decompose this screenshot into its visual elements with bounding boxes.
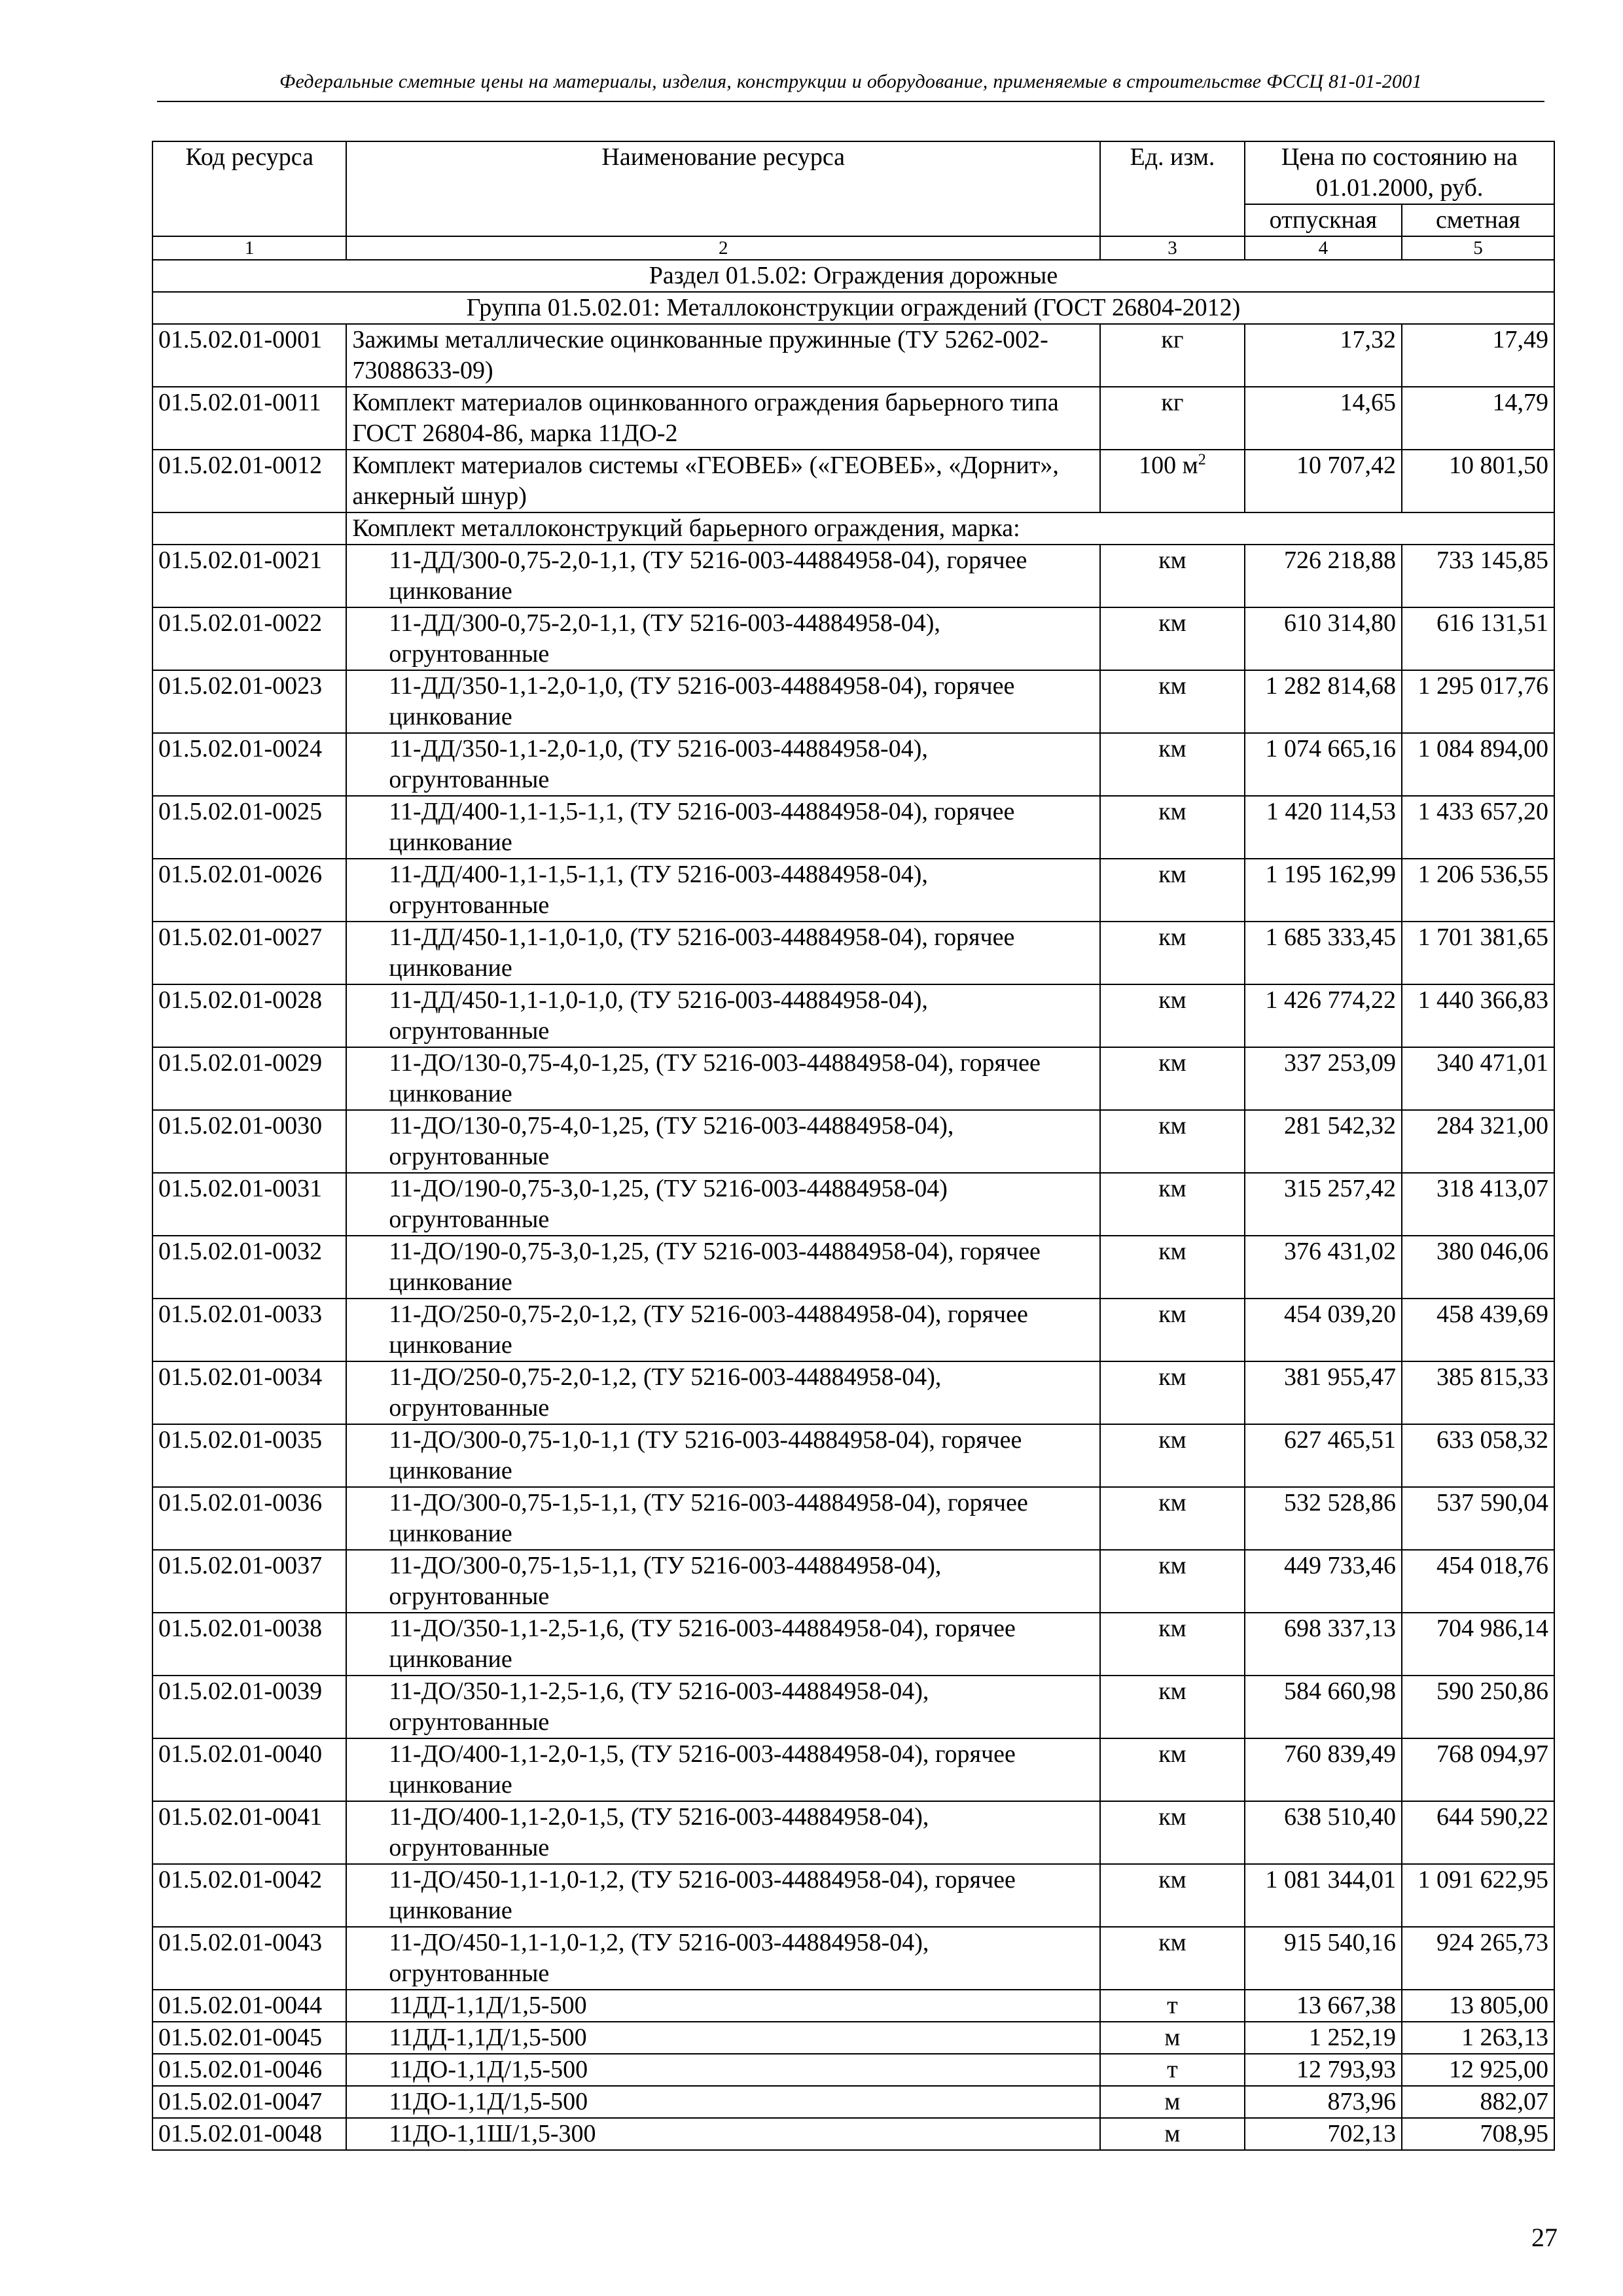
resource-name-text: 11-ДО/130-0,75-4,0-1,25, (ТУ 5216-003-44884958-04), огрунтованные xyxy=(389,1112,954,1170)
resource-name-text: 11-ДО/130-0,75-4,0-1,25, (ТУ 5216-003-44884958-04), горячее цинкование xyxy=(389,1049,1041,1107)
unit-of-measure: км xyxy=(1100,1424,1245,1487)
unit-of-measure: км xyxy=(1100,1613,1245,1676)
resource-name-text: 11-ДД/350-1,1-2,0-1,0, (ТУ 5216-003-44884958-04), горячее цинкование xyxy=(389,672,1015,730)
resource-name xyxy=(346,1424,1100,1487)
table-row xyxy=(152,2022,1554,2054)
unit-of-measure: км xyxy=(1100,1801,1245,1864)
price-estimate: 1 263,13 xyxy=(1402,2022,1554,2054)
resource-name xyxy=(346,1864,1100,1927)
resource-name xyxy=(346,984,1100,1047)
resource-name xyxy=(346,324,1100,387)
unit-of-measure: км xyxy=(1100,1110,1245,1173)
resource-name-text: 11ДД-1,1Д/1,5-500 xyxy=(389,1992,587,2019)
unit-superscript: 2 xyxy=(1198,451,1206,469)
price-release: 10 707,42 xyxy=(1245,450,1402,512)
price-estimate: 385 815,33 xyxy=(1402,1361,1554,1424)
unit-of-measure: км xyxy=(1100,796,1245,859)
resource-code: 01.5.02.01-0029 xyxy=(152,1047,346,1110)
resource-name xyxy=(346,1236,1100,1299)
unit-of-measure: км xyxy=(1100,1047,1245,1110)
resource-name-text: 11-ДД/450-1,1-1,0-1,0, (ТУ 5216-003-44884958-04), огрунтованные xyxy=(389,986,928,1045)
resource-name xyxy=(346,1047,1100,1110)
price-estimate: 12 925,00 xyxy=(1402,2054,1554,2086)
resource-name xyxy=(346,1173,1100,1236)
table-row xyxy=(152,1236,1554,1299)
resource-code: 01.5.02.01-0037 xyxy=(152,1550,346,1613)
header-row xyxy=(152,141,1554,204)
price-estimate: 1 206 536,55 xyxy=(1402,859,1554,922)
table-row xyxy=(152,859,1554,922)
price-estimate: 318 413,07 xyxy=(1402,1173,1554,1236)
price-estimate: 14,79 xyxy=(1402,387,1554,450)
unit-of-measure: км xyxy=(1100,1236,1245,1299)
resource-name xyxy=(346,1110,1100,1173)
resource-code: 01.5.02.01-0011 xyxy=(152,387,346,450)
price-release: 1 195 162,99 xyxy=(1245,859,1402,922)
column-number: 5 xyxy=(1402,236,1554,260)
price-release: 915 540,16 xyxy=(1245,1927,1402,1990)
price-release: 702,13 xyxy=(1245,2118,1402,2150)
resource-name xyxy=(346,607,1100,670)
price-release: 376 431,02 xyxy=(1245,1236,1402,1299)
price-estimate: 340 471,01 xyxy=(1402,1047,1554,1110)
unit-of-measure: км xyxy=(1100,1738,1245,1801)
table-row xyxy=(152,1550,1554,1613)
column-number: 1 xyxy=(152,236,346,260)
price-estimate: 537 590,04 xyxy=(1402,1487,1554,1550)
resource-name-text: 11-ДД/350-1,1-2,0-1,0, (ТУ 5216-003-44884958-04), огрунтованные xyxy=(389,735,928,793)
price-release: 760 839,49 xyxy=(1245,1738,1402,1801)
price-release: 1 074 665,16 xyxy=(1245,733,1402,796)
resource-name-text: 11-ДД/400-1,1-1,5-1,1, (ТУ 5216-003-44884958-04), горячее цинкование xyxy=(389,798,1015,856)
unit-of-measure: км xyxy=(1100,922,1245,984)
price-release: 13 667,38 xyxy=(1245,1990,1402,2022)
table-row xyxy=(152,1299,1554,1361)
unit-of-measure xyxy=(1100,450,1245,512)
resource-code: 01.5.02.01-0001 xyxy=(152,324,346,387)
resource-code: 01.5.02.01-0039 xyxy=(152,1676,346,1738)
resource-code: 01.5.02.01-0034 xyxy=(152,1361,346,1424)
table-row xyxy=(152,1738,1554,1801)
column-number: 3 xyxy=(1100,236,1245,260)
resource-name-text: 11-ДД/300-0,75-2,0-1,1, (ТУ 5216-003-44884958-04), огрунтованные xyxy=(389,609,940,668)
resource-name-text: 11ДД-1,1Д/1,5-500 xyxy=(389,2024,587,2051)
price-release: 315 257,42 xyxy=(1245,1173,1402,1236)
running-header: Федеральные сметные цены на материалы, изделия, конструкции и оборудование, применяемые в строительстве ФССЦ 81-01-2001 xyxy=(157,71,1544,102)
price-release: 698 337,13 xyxy=(1245,1613,1402,1676)
price-estimate: 1 084 894,00 xyxy=(1402,733,1554,796)
unit-of-measure: км xyxy=(1100,859,1245,922)
resource-name xyxy=(346,1613,1100,1676)
resource-code: 01.5.02.01-0046 xyxy=(152,2054,346,2086)
subheader-text: Комплект металлоконструкций барьерного ограждения, марка: xyxy=(346,512,1554,545)
resource-name-text: 11-ДО/300-0,75-1,0-1,1 (ТУ 5216-003-44884958-04), горячее цинкование xyxy=(389,1426,1022,1484)
resource-name-text: 11-ДО/350-1,1-2,5-1,6, (ТУ 5216-003-44884958-04), огрунтованные xyxy=(389,1677,929,1736)
unit-of-measure: т xyxy=(1100,1990,1245,2022)
resource-code: 01.5.02.01-0031 xyxy=(152,1173,346,1236)
table-row xyxy=(152,1487,1554,1550)
price-release: 873,96 xyxy=(1245,2086,1402,2118)
resource-name-text: 11-ДО/400-1,1-2,0-1,5, (ТУ 5216-003-44884958-04), огрунтованные xyxy=(389,1803,929,1861)
price-estimate: 10 801,50 xyxy=(1402,450,1554,512)
unit-of-measure: км xyxy=(1100,984,1245,1047)
table-row xyxy=(152,545,1554,607)
resource-code: 01.5.02.01-0036 xyxy=(152,1487,346,1550)
price-release: 726 218,88 xyxy=(1245,545,1402,607)
resource-name-text: 11-ДО/450-1,1-1,0-1,2, (ТУ 5216-003-44884958-04), огрунтованные xyxy=(389,1929,929,1987)
table-row xyxy=(152,1927,1554,1990)
resource-name xyxy=(346,1801,1100,1864)
resource-name-text: 11ДО-1,1Ш/1,5-300 xyxy=(389,2120,596,2147)
unit-of-measure: км xyxy=(1100,1864,1245,1927)
table-row xyxy=(152,2086,1554,2118)
resource-name xyxy=(346,670,1100,733)
resource-code: 01.5.02.01-0024 xyxy=(152,733,346,796)
price-release: 12 793,93 xyxy=(1245,2054,1402,2086)
resource-code: 01.5.02.01-0041 xyxy=(152,1801,346,1864)
unit-of-measure: м xyxy=(1100,2086,1245,2118)
price-release: 532 528,86 xyxy=(1245,1487,1402,1550)
resource-name xyxy=(346,859,1100,922)
resource-code: 01.5.02.01-0027 xyxy=(152,922,346,984)
price-release: 610 314,80 xyxy=(1245,607,1402,670)
price-release: 454 039,20 xyxy=(1245,1299,1402,1361)
resource-name-text: 11-ДД/400-1,1-1,5-1,1, (ТУ 5216-003-44884958-04), огрунтованные xyxy=(389,861,928,919)
resource-code: 01.5.02.01-0035 xyxy=(152,1424,346,1487)
resource-name-text: 11-ДО/350-1,1-2,5-1,6, (ТУ 5216-003-44884958-04), горячее цинкование xyxy=(389,1615,1016,1673)
price-estimate: 882,07 xyxy=(1402,2086,1554,2118)
resource-name xyxy=(346,2022,1100,2054)
table-row xyxy=(152,387,1554,450)
group-title: Группа 01.5.02.01: Металлоконструкции ограждений (ГОСТ 26804-2012) xyxy=(152,292,1554,324)
table-row xyxy=(152,1047,1554,1110)
price-estimate: 1 440 366,83 xyxy=(1402,984,1554,1047)
price-estimate: 454 018,76 xyxy=(1402,1550,1554,1613)
price-release: 337 253,09 xyxy=(1245,1047,1402,1110)
column-header-price-group: Цена по состоянию на 01.01.2000, руб. xyxy=(1245,141,1554,204)
unit-of-measure: км xyxy=(1100,607,1245,670)
price-release: 1 252,19 xyxy=(1245,2022,1402,2054)
unit-of-measure: км xyxy=(1100,1173,1245,1236)
price-estimate: 284 321,00 xyxy=(1402,1110,1554,1173)
price-release: 1 282 814,68 xyxy=(1245,670,1402,733)
table-row xyxy=(152,1173,1554,1236)
resource-name xyxy=(346,1990,1100,2022)
price-estimate: 590 250,86 xyxy=(1402,1676,1554,1738)
unit-of-measure: км xyxy=(1100,1550,1245,1613)
subheader-row xyxy=(152,512,1554,545)
price-estimate: 708,95 xyxy=(1402,2118,1554,2150)
price-release: 14,65 xyxy=(1245,387,1402,450)
resource-name xyxy=(346,387,1100,450)
resource-name xyxy=(346,733,1100,796)
table-row xyxy=(152,1424,1554,1487)
price-table xyxy=(152,141,1555,2151)
price-release: 638 510,40 xyxy=(1245,1801,1402,1864)
resource-code: 01.5.02.01-0033 xyxy=(152,1299,346,1361)
resource-name xyxy=(346,1550,1100,1613)
resource-code: 01.5.02.01-0032 xyxy=(152,1236,346,1299)
column-number: 4 xyxy=(1245,236,1402,260)
empty-cell xyxy=(152,512,346,545)
unit-of-measure: км xyxy=(1100,1361,1245,1424)
resource-code: 01.5.02.01-0022 xyxy=(152,607,346,670)
resource-name xyxy=(346,796,1100,859)
table-row xyxy=(152,324,1554,387)
column-header-release: отпускная xyxy=(1245,204,1402,236)
resource-code: 01.5.02.01-0025 xyxy=(152,796,346,859)
column-header-code: Код ресурса xyxy=(152,141,346,236)
price-estimate: 380 046,06 xyxy=(1402,1236,1554,1299)
section-row xyxy=(152,260,1554,292)
price-estimate: 644 590,22 xyxy=(1402,1801,1554,1864)
resource-name-text: 11-ДО/300-0,75-1,5-1,1, (ТУ 5216-003-44884958-04), горячее цинкование xyxy=(389,1489,1028,1547)
resource-code: 01.5.02.01-0045 xyxy=(152,2022,346,2054)
unit-of-measure: км xyxy=(1100,733,1245,796)
resource-code: 01.5.02.01-0043 xyxy=(152,1927,346,1990)
resource-code: 01.5.02.01-0042 xyxy=(152,1864,346,1927)
unit-of-measure: км xyxy=(1100,1487,1245,1550)
price-estimate: 616 131,51 xyxy=(1402,607,1554,670)
table-row xyxy=(152,607,1554,670)
page-number: 27 xyxy=(1531,2223,1558,2252)
resource-code: 01.5.02.01-0023 xyxy=(152,670,346,733)
table-row xyxy=(152,1676,1554,1738)
price-estimate: 768 094,97 xyxy=(1402,1738,1554,1801)
column-numbers-row xyxy=(152,236,1554,260)
resource-name-text: 11-ДО/190-0,75-3,0-1,25, (ТУ 5216-003-44884958-04), горячее цинкование xyxy=(389,1238,1041,1296)
column-header-estimate: сметная xyxy=(1402,204,1554,236)
unit-of-measure: км xyxy=(1100,670,1245,733)
price-release: 1 081 344,01 xyxy=(1245,1864,1402,1927)
resource-name xyxy=(346,2086,1100,2118)
unit-of-measure: м xyxy=(1100,2118,1245,2150)
unit-of-measure: км xyxy=(1100,545,1245,607)
resource-code: 01.5.02.01-0021 xyxy=(152,545,346,607)
resource-name-text: 11-ДО/250-0,75-2,0-1,2, (ТУ 5216-003-44884958-04), огрунтованные xyxy=(389,1363,942,1422)
price-release: 381 955,47 xyxy=(1245,1361,1402,1424)
resource-name-text: 11-ДД/300-0,75-2,0-1,1, (ТУ 5216-003-44884958-04), горячее цинкование xyxy=(389,547,1027,605)
price-release: 1 420 114,53 xyxy=(1245,796,1402,859)
table-row xyxy=(152,2118,1554,2150)
table-row xyxy=(152,796,1554,859)
price-estimate: 1 701 381,65 xyxy=(1402,922,1554,984)
price-estimate: 458 439,69 xyxy=(1402,1299,1554,1361)
price-estimate: 733 145,85 xyxy=(1402,545,1554,607)
unit-of-measure: кг xyxy=(1100,324,1245,387)
price-release: 627 465,51 xyxy=(1245,1424,1402,1487)
resource-code: 01.5.02.01-0047 xyxy=(152,2086,346,2118)
price-estimate: 13 805,00 xyxy=(1402,1990,1554,2022)
table-row xyxy=(152,1110,1554,1173)
price-estimate: 924 265,73 xyxy=(1402,1927,1554,1990)
resource-name xyxy=(346,1676,1100,1738)
group-row xyxy=(152,292,1554,324)
resource-name-text: 11-ДО/400-1,1-2,0-1,5, (ТУ 5216-003-44884958-04), горячее цинкование xyxy=(389,1740,1016,1799)
resource-name xyxy=(346,1738,1100,1801)
resource-name xyxy=(346,2054,1100,2086)
resource-code: 01.5.02.01-0038 xyxy=(152,1613,346,1676)
resource-name xyxy=(346,545,1100,607)
table-row xyxy=(152,984,1554,1047)
column-number: 2 xyxy=(346,236,1100,260)
resource-name: Комплект материалов системы «ГЕОВЕБ» («ГЕОВЕБ», «Дорнит», анкерный шнур) xyxy=(346,450,1100,512)
resource-name xyxy=(346,922,1100,984)
resource-name-text: 11-ДД/450-1,1-1,0-1,0, (ТУ 5216-003-44884958-04), горячее цинкование xyxy=(389,924,1015,982)
resource-code: 01.5.02.01-0026 xyxy=(152,859,346,922)
resource-name xyxy=(346,1299,1100,1361)
resource-name-text: 11ДО-1,1Д/1,5-500 xyxy=(389,2088,588,2115)
price-release: 1 426 774,22 xyxy=(1245,984,1402,1047)
resource-code: 01.5.02.01-0048 xyxy=(152,2118,346,2150)
resource-code: 01.5.02.01-0030 xyxy=(152,1110,346,1173)
price-estimate: 17,49 xyxy=(1402,324,1554,387)
unit-of-measure: м xyxy=(1100,2022,1245,2054)
price-estimate: 1 295 017,76 xyxy=(1402,670,1554,733)
resource-name-text: 11ДО-1,1Д/1,5-500 xyxy=(389,2056,588,2083)
unit-of-measure: км xyxy=(1100,1299,1245,1361)
unit-of-measure: кг xyxy=(1100,387,1245,450)
table-row xyxy=(152,1613,1554,1676)
column-header-unit: Ед. изм. xyxy=(1100,141,1245,236)
unit-of-measure: км xyxy=(1100,1676,1245,1738)
table-row xyxy=(152,733,1554,796)
price-release: 281 542,32 xyxy=(1245,1110,1402,1173)
resource-name-text: 11-ДО/450-1,1-1,0-1,2, (ТУ 5216-003-44884958-04), горячее цинкование xyxy=(389,1866,1016,1924)
price-estimate: 704 986,14 xyxy=(1402,1613,1554,1676)
resource-code: 01.5.02.01-0040 xyxy=(152,1738,346,1801)
resource-name-text: 11-ДО/300-0,75-1,5-1,1, (ТУ 5216-003-44884958-04), огрунтованные xyxy=(389,1552,942,1610)
price-release: 584 660,98 xyxy=(1245,1676,1402,1738)
unit-of-measure: т xyxy=(1100,2054,1245,2086)
table-row xyxy=(152,1990,1554,2022)
price-release: 449 733,46 xyxy=(1245,1550,1402,1613)
unit-text: 100 м xyxy=(1139,452,1198,479)
table-row xyxy=(152,450,1554,512)
resource-name-text: Комплект материалов оцинкованного ограждения барьерного типа ГОСТ 26804-86, марка 11ДО-2 xyxy=(352,389,1059,447)
price-release: 1 685 333,45 xyxy=(1245,922,1402,984)
table-row xyxy=(152,1801,1554,1864)
table-row xyxy=(152,922,1554,984)
section-title: Раздел 01.5.02: Ограждения дорожные xyxy=(152,260,1554,292)
unit-of-measure: км xyxy=(1100,1927,1245,1990)
table-row xyxy=(152,1864,1554,1927)
price-estimate: 1 433 657,20 xyxy=(1402,796,1554,859)
resource-code: 01.5.02.01-0028 xyxy=(152,984,346,1047)
resource-code: 01.5.02.01-0012 xyxy=(152,450,346,512)
resource-name-text: 11-ДО/190-0,75-3,0-1,25, (ТУ 5216-003-44884958-04) огрунтованные xyxy=(389,1175,948,1233)
table-row xyxy=(152,670,1554,733)
price-release: 17,32 xyxy=(1245,324,1402,387)
resource-name-text: Зажимы металлические оцинкованные пружинные (ТУ 5262-002- 73088633-09) xyxy=(352,326,1048,384)
column-header-name: Наименование ресурса xyxy=(346,141,1100,236)
resource-name-text: 11-ДО/250-0,75-2,0-1,2, (ТУ 5216-003-44884958-04), горячее цинкование xyxy=(389,1300,1028,1359)
resource-name xyxy=(346,1361,1100,1424)
table-row xyxy=(152,2054,1554,2086)
price-estimate: 633 058,32 xyxy=(1402,1424,1554,1487)
resource-name xyxy=(346,1487,1100,1550)
resource-name xyxy=(346,1927,1100,1990)
price-estimate: 1 091 622,95 xyxy=(1402,1864,1554,1927)
resource-code: 01.5.02.01-0044 xyxy=(152,1990,346,2022)
resource-name xyxy=(346,2118,1100,2150)
table-row xyxy=(152,1361,1554,1424)
